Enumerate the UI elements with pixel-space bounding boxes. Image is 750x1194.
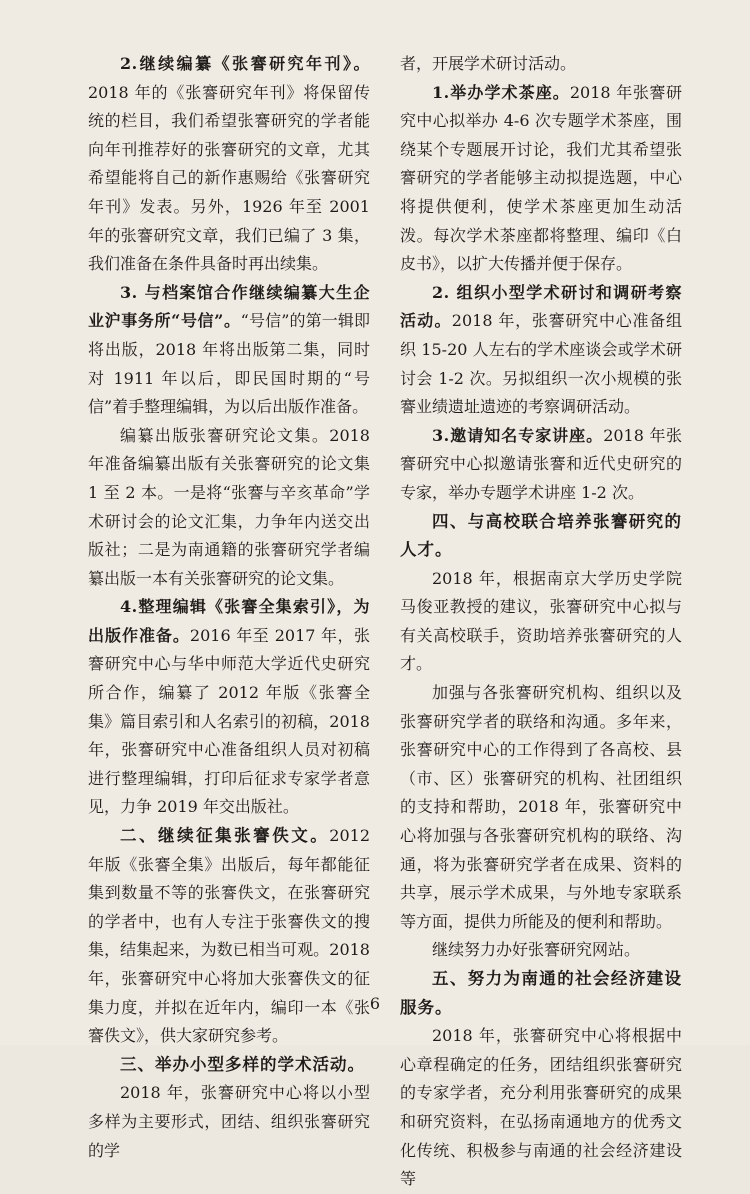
item-3-heading: 3.邀请知名专家讲座。 xyxy=(432,425,604,445)
paragraph-2 xyxy=(88,279,370,422)
item-1-paragraph xyxy=(400,79,682,279)
item-3-body: 2018 年张謇研究中心拟邀请张謇和近代史研究的专家，举办专题学术讲座 1-2 次。 xyxy=(400,425,682,502)
item-2-heading: 2. 组织小型学术研讨和调研考察活动。 xyxy=(400,282,682,331)
paragraph-4-heading: 4.整理编辑《张謇全集索引》，为出版作准备。 xyxy=(88,597,370,645)
section-5-paragraph xyxy=(400,1022,682,1194)
paragraph-1-heading: 2.继续编纂《张謇研究年刊》。 xyxy=(120,54,370,73)
section-2-heading: 二、继续征集张謇佚文。 xyxy=(120,826,330,846)
section-4-paragraph-2 xyxy=(400,679,682,936)
continuation-paragraph xyxy=(400,50,682,79)
section-3-body: 2018 年，张謇研究中心将以小型多样为主要形式，团结、组织张謇研究的学 xyxy=(88,1083,370,1160)
paragraph-3 xyxy=(88,422,370,594)
section-4-heading: 四、与高校联合培养张謇研究的人才。 xyxy=(400,511,682,560)
section-5-heading: 五、努力为南通的社会经济建设服务。 xyxy=(400,969,682,1017)
paragraph-3-body: 编纂出版张謇研究论文集。2018 年准备编纂出版有关张謇研究的论文集 1 至 2 本。一是将“张謇与辛亥革命”学术研讨会的论文汇集，力争年内送交出版社；二是为南通籍的张謇研究学者编纂出版一本有关张謇研究的论文集。 xyxy=(88,425,370,588)
section-4-paragraph-1 xyxy=(400,565,682,679)
paragraph-4 xyxy=(88,593,370,822)
paragraph-2-body: “号信”的第一辑即将出版，2018 年将出版第二集，同时对 1911 年以后，即民国时期的“号信”着手整理编辑，为以后出版作准备。 xyxy=(88,311,370,417)
item-2-body: 2018 年，张謇研究中心准备组织 15-20 人左右的学术座谈会或学术研讨会 1-2 次。另拟组织一次小规模的张謇业绩遗址遗迹的考察调研活动。 xyxy=(400,311,682,417)
paragraph-2-heading: 3. 与档案馆合作继续编纂大生企业沪事务所“号信”。 xyxy=(88,282,370,331)
item-3-paragraph xyxy=(400,422,682,508)
paragraph-1-body: 2018 年的《张謇研究年刊》将保留传统的栏目，我们希望张謇研究的学者能向年刊推荐好的张謇研究的文章，尤其希望能将自己的新作惠赐给《张謇研究年刊》发表。另外，1926 年至 2001 年的张謇研究文章，我们已编了 3 集，我们准备在条件具备时再出续集。 xyxy=(88,82,370,274)
paragraph-4-body: 2016 年至 2017 年，张謇研究中心与华中师范大学近代史研究所合作，编纂了 2012 年版《张謇全集》篇目索引和人名索引的初稿，2018 年，张謇研究中心准备组织人员对初稿进行整理编辑，打印后征求专家学者意见，力争 2019 年交出版社。 xyxy=(88,625,370,817)
section-4-body-1: 2018 年，根据南京大学历史学院马俊亚教授的建议，张謇研究中心拟与有关高校联手，资助培养张謇研究的人才。 xyxy=(400,568,682,674)
section-4-paragraph-3 xyxy=(400,936,682,965)
section-2-paragraph xyxy=(88,822,370,1051)
right-column xyxy=(400,50,682,1194)
section-3-paragraph xyxy=(88,1079,370,1165)
section-2-body: 2012 年版《张謇全集》出版后，每年都能征集到数量不等的张謇佚文，在张謇研究的学者中，也有人专注于张謇佚文的搜集，结集起来，为数已相当可观。2018 年，张謇研究中心将加大张謇佚文的征集力度，并拟在近年内，编印一本《张謇佚文》，供大家研究参考。 xyxy=(88,826,370,1046)
item-1-heading: 1.举办学术茶座。 xyxy=(432,82,570,102)
section-3-heading: 三、举办小型多样的学术活动。 xyxy=(120,1054,365,1074)
continuation-body: 者，开展学术研讨活动。 xyxy=(400,54,577,73)
page-number: 6 xyxy=(369,994,381,1013)
section-5-body: 2018 年，张謇研究中心将根据中心章程确定的任务，团结组织张謇研究的专家学者，充分利用张謇研究的成果和研究资料，在弘扬南通地方的优秀文化传统、积极参与南通的社会经济建设等 xyxy=(400,1026,682,1189)
item-2-paragraph xyxy=(400,279,682,422)
section-4-body-3: 继续努力办好张謇研究网站。 xyxy=(432,940,641,960)
paragraph-1 xyxy=(88,50,370,279)
section-4-heading-line xyxy=(400,508,682,565)
section-3-heading-line xyxy=(88,1051,370,1080)
section-4-body-2: 加强与各张謇研究机构、组织以及张謇研究学者的联络和沟通。多年来，张謇研究中心的工作得到了各高校、县（市、区）张謇研究的机构、社团组织的支持和帮助，2018 年，张謇研究中心将加强与各张謇研究机构的联络、沟通，将为张謇研究学者在成果、资料的共享，展示学术成果，与外地专家联系等方面，提供力所能及的便利和帮助。 xyxy=(400,683,682,931)
item-1-body: 2018 年张謇研究中心拟举办 4-6 次专题学术茶座，围绕某个专题展开讨论，我们尤其希望张謇研究的学者能够主动拟提选题，中心将提供便利，使学术茶座更加生动活泼。每次学术茶座都将整理、编印《白皮书》，以扩大传播并便于保存。 xyxy=(400,82,682,274)
